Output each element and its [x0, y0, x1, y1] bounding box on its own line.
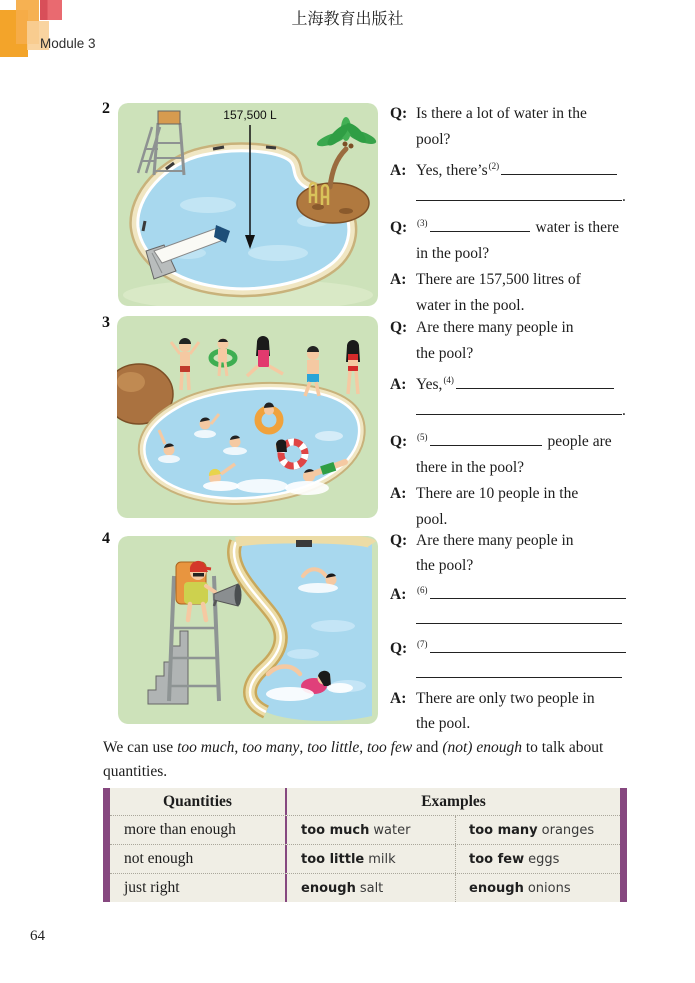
quantity-cell: just right	[110, 874, 287, 902]
example-quantifier: enough	[469, 880, 524, 896]
speaker-label: Q:	[390, 433, 408, 451]
pool-illustration-lifeguard	[118, 536, 378, 724]
speaker-label: Q:	[390, 105, 408, 122]
note-text: ,	[234, 739, 243, 756]
exercise-number-3: 3	[102, 314, 110, 331]
example-cell	[456, 845, 620, 873]
exercise3-dialogue	[390, 315, 645, 533]
dialogue-text: .	[622, 402, 626, 420]
speaker-label: A:	[390, 162, 407, 180]
dialogue-text: pool.	[416, 511, 448, 529]
dialogue-text: the pool.	[416, 715, 471, 733]
note-text: and	[412, 739, 443, 756]
dialogue-text: There are only two people in	[416, 690, 595, 708]
speaker-label: A:	[390, 690, 407, 708]
column-header-examples: Examples	[421, 792, 486, 810]
footnote-marker: (6)	[417, 585, 428, 595]
example-noun: onions	[527, 880, 571, 896]
footnote-marker: (3)	[417, 218, 428, 229]
answer-blank	[430, 432, 542, 446]
speaker-label: Q:	[390, 640, 408, 658]
answer-blank	[456, 375, 614, 389]
note-term: too few	[366, 739, 413, 756]
dialogue-text: pool?	[416, 131, 451, 148]
speaker-label: A:	[390, 271, 407, 289]
dialogue-text: Yes, there’s	[416, 162, 488, 180]
speaker-label: A:	[390, 485, 407, 503]
table-accent-bar-right	[620, 788, 627, 902]
note-text: to talk about quantities.	[103, 739, 604, 780]
dialogue-text: the pool?	[416, 557, 474, 574]
speaker-label: Q:	[390, 219, 408, 237]
grammar-note	[103, 736, 655, 783]
dialogue-text: water in the pool.	[416, 297, 525, 315]
crowded-pool-drawing	[117, 316, 378, 518]
pool-illustration-volume	[118, 103, 378, 306]
dialogue-text: Is there a lot of water in the	[416, 105, 587, 122]
note-term: too many	[242, 739, 300, 756]
exercise-number-2: 2	[102, 100, 110, 117]
exercise4-dialogue	[390, 528, 645, 736]
footnote-marker: (5)	[417, 432, 428, 443]
note-text: ,	[299, 739, 308, 756]
module-label: Module 3	[40, 36, 96, 51]
dialogue-text: water is there	[535, 219, 619, 237]
dialogue-text: .	[622, 188, 626, 206]
lifeguard-pool-drawing	[118, 536, 378, 724]
speaker-label: Q:	[390, 319, 408, 336]
example-quantifier: too many	[469, 822, 538, 838]
example-quantifier: too much	[301, 822, 370, 838]
pool-illustration-crowded	[117, 316, 378, 518]
note-text: We can use	[103, 739, 178, 756]
note-term: (not) enough	[442, 739, 522, 756]
column-header-quantities: Quantities	[110, 788, 287, 815]
example-noun: oranges	[541, 822, 595, 838]
example-cell	[456, 874, 620, 902]
speaker-label: Q:	[390, 532, 408, 549]
example-quantifier: too little	[301, 851, 365, 867]
note-term: too much	[177, 739, 235, 756]
answer-blank	[430, 218, 530, 232]
exercise-number-4: 4	[102, 530, 110, 547]
dialogue-text: Yes,	[416, 376, 443, 394]
answer-blank	[416, 187, 622, 201]
publisher-title: 上海教育出版社	[291, 11, 404, 28]
note-text: ,	[359, 739, 367, 756]
dialogue-text: in the pool?	[416, 245, 490, 263]
speaker-label: A:	[390, 586, 407, 604]
answer-blank	[501, 161, 617, 175]
example-quantifier: too few	[469, 851, 525, 867]
quantities-table	[103, 788, 627, 902]
speaker-label: A:	[390, 376, 407, 394]
page-number: 64	[30, 928, 45, 944]
dialogue-text: there in the pool?	[416, 459, 525, 477]
answer-blank	[430, 585, 626, 599]
table-header-row	[110, 788, 620, 816]
quantity-cell: not enough	[110, 845, 287, 873]
example-noun: milk	[368, 851, 396, 867]
footnote-marker: (7)	[417, 639, 428, 650]
answer-blank	[430, 639, 626, 653]
answer-blank	[416, 401, 622, 415]
table-row	[110, 874, 620, 902]
dialogue-text: There are 10 people in the	[416, 485, 579, 503]
answer-blank	[416, 610, 622, 624]
example-noun: eggs	[528, 851, 560, 867]
dialogue-text: the pool?	[416, 345, 474, 362]
example-noun: water	[373, 822, 411, 838]
example-cell	[287, 874, 456, 902]
example-noun: salt	[359, 880, 384, 896]
table-row	[110, 816, 620, 845]
table-row	[110, 845, 620, 874]
note-term: too little	[307, 739, 360, 756]
example-quantifier: enough	[301, 880, 356, 896]
example-cell	[287, 816, 456, 844]
footnote-marker: (2)	[488, 161, 500, 171]
table-accent-bar-left	[103, 788, 110, 902]
dialogue-text: Are there many people in	[416, 532, 574, 549]
example-cell	[456, 816, 620, 844]
pool-volume-drawing	[118, 103, 378, 306]
footnote-marker: (4)	[443, 375, 454, 385]
dialogue-text: Are there many people in	[416, 319, 574, 336]
dialogue-text: people are	[547, 433, 612, 451]
dialogue-text: There are 157,500 litres of	[416, 271, 581, 289]
quantity-cell: more than enough	[110, 816, 287, 844]
example-cell	[287, 845, 456, 873]
exercise2-dialogue	[390, 101, 645, 319]
answer-blank	[416, 664, 622, 678]
pool-capacity-label: 157,500 L	[223, 108, 277, 122]
